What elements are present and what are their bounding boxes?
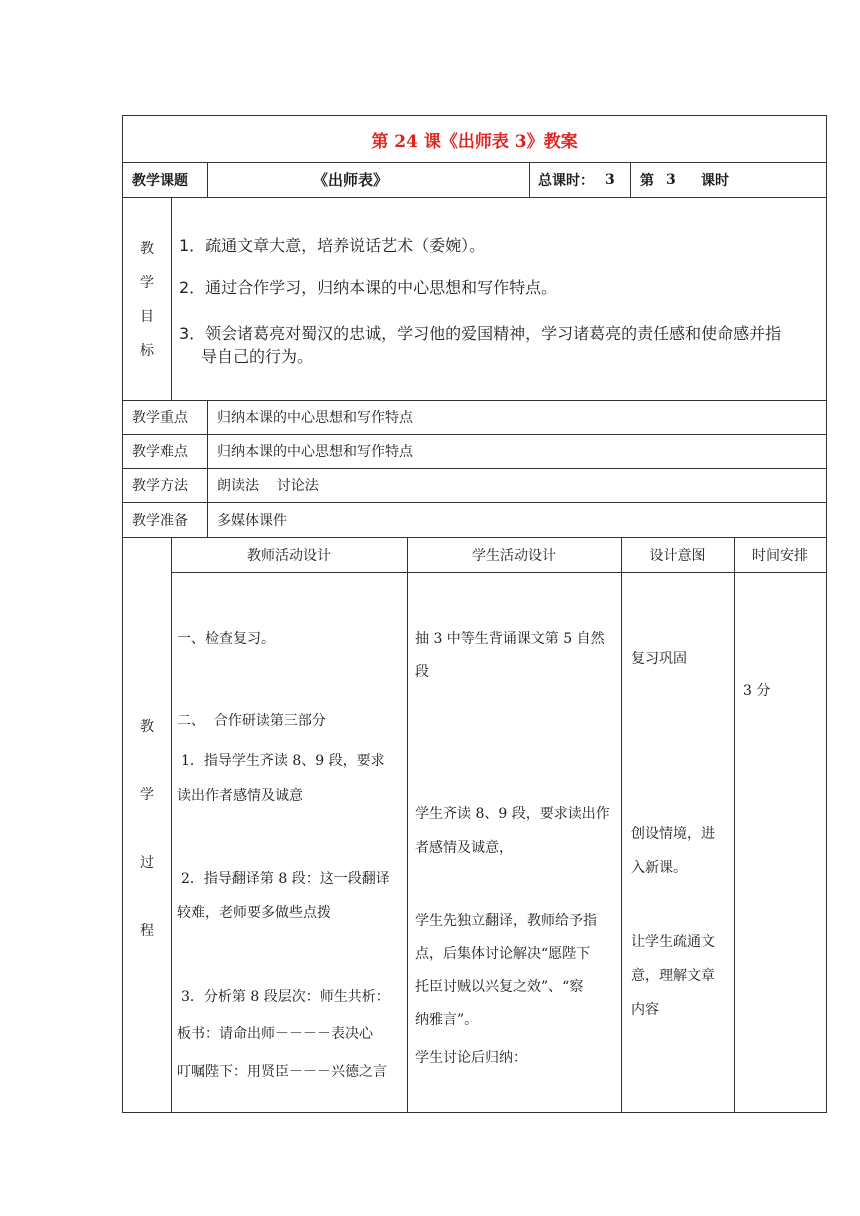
- process-label-2: 学: [140, 787, 154, 803]
- teacher-line-7: 3．分析第 8 段层次：师生共析：: [181, 989, 390, 1005]
- student-line-2: 段: [415, 664, 429, 680]
- topic-label: 教学课题: [132, 172, 188, 189]
- difficulty-value: 归纳本课的中心思想和写作特点: [217, 444, 413, 460]
- key-point-label: 教学重点: [132, 410, 188, 426]
- goal-item-3: 3．领会诸葛亮对蜀汉的忠诚，学习他的爱国精神，学习诸葛亮的责任感和使命感并指: [179, 324, 782, 343]
- preparation-label: 教学准备: [132, 512, 188, 529]
- header-time: 时间安排: [752, 547, 808, 564]
- header-teacher: 教师活动设计: [247, 547, 331, 564]
- page-title: 第 24 课《出师表 3》教案: [371, 131, 578, 152]
- lesson-plan-table: [122, 115, 827, 1113]
- intent-line-1: 复习巩固: [631, 651, 687, 667]
- method-label: 教学方法: [132, 478, 188, 494]
- goals-label-2: 学: [140, 275, 154, 291]
- teacher-line-2: 二、 合作研读第三部分: [177, 713, 326, 729]
- student-line-5: 学生先独立翻译，教师给予指: [415, 913, 597, 929]
- student-line-4: 者感情及诚意，: [415, 840, 513, 856]
- goal-item-3-cont: 导自己的行为。: [201, 347, 314, 366]
- student-line-8: 纳雅言”。: [415, 1012, 479, 1028]
- total-periods-value: 3: [605, 171, 615, 188]
- student-line-9: 学生讨论后归纳：: [415, 1050, 527, 1066]
- intent-line-5: 意，理解文章: [631, 968, 715, 984]
- difficulty-label: 教学难点: [132, 444, 188, 460]
- intent-line-4: 让学生疏通文: [631, 934, 715, 950]
- period-prefix: 第: [640, 172, 654, 189]
- time-line-1: 3 分: [743, 683, 771, 699]
- goals-label-4: 标: [140, 343, 154, 359]
- teacher-line-3: 1．指导学生齐读 8、9 段，要求: [181, 753, 385, 769]
- goal-item-2: 2．通过合作学习，归纳本课的中心思想和写作特点。: [179, 278, 558, 297]
- teacher-line-8: 板书：请命出师－－－－表决心: [177, 1026, 373, 1042]
- header-student: 学生活动设计: [472, 547, 556, 564]
- teacher-line-9: 叮嘱陛下：用贤臣－－－兴德之言: [177, 1064, 387, 1080]
- teacher-line-5: 2．指导翻译第 8 段：这一段翻译: [181, 871, 390, 887]
- intent-line-6: 内容: [631, 1002, 659, 1018]
- intent-line-2: 创设情境，进: [631, 826, 715, 842]
- header-intent: 设计意图: [649, 547, 706, 564]
- student-line-7: 托臣讨贼以兴复之效”、“察: [415, 979, 584, 995]
- intent-line-3: 入新课。: [631, 860, 687, 876]
- goals-label-3: 目: [140, 309, 154, 325]
- student-line-6: 点，后集体讨论解决“愿陛下: [415, 946, 591, 962]
- total-periods-label: 总课时：: [538, 172, 594, 189]
- preparation-value: 多媒体课件: [217, 512, 287, 529]
- teacher-line-1: 一、检查复习。: [177, 631, 275, 647]
- goals-label-1: 教: [140, 241, 154, 257]
- period-suffix: 课时: [701, 172, 729, 189]
- goal-item-1: 1．疏通文章大意，培养说话艺术（委婉）。: [179, 236, 486, 255]
- student-line-3: 学生齐读 8、9 段，要求读出作: [415, 806, 610, 822]
- process-label-1: 教: [140, 719, 154, 735]
- key-point-value: 归纳本课的中心思想和写作特点: [217, 410, 413, 426]
- teacher-line-6: 较难，老师要多做些点拨: [177, 905, 331, 921]
- topic-value: 《出师表》: [313, 171, 389, 189]
- teacher-line-4: 读出作者感情及诚意: [177, 788, 303, 804]
- process-label-4: 程: [140, 923, 154, 939]
- period-value: 3: [666, 171, 676, 188]
- student-line-1: 抽 3 中等生背诵课文第 5 自然: [415, 631, 605, 647]
- method-value: 朗读法 讨论法: [217, 478, 319, 494]
- process-label-3: 过: [140, 855, 154, 871]
